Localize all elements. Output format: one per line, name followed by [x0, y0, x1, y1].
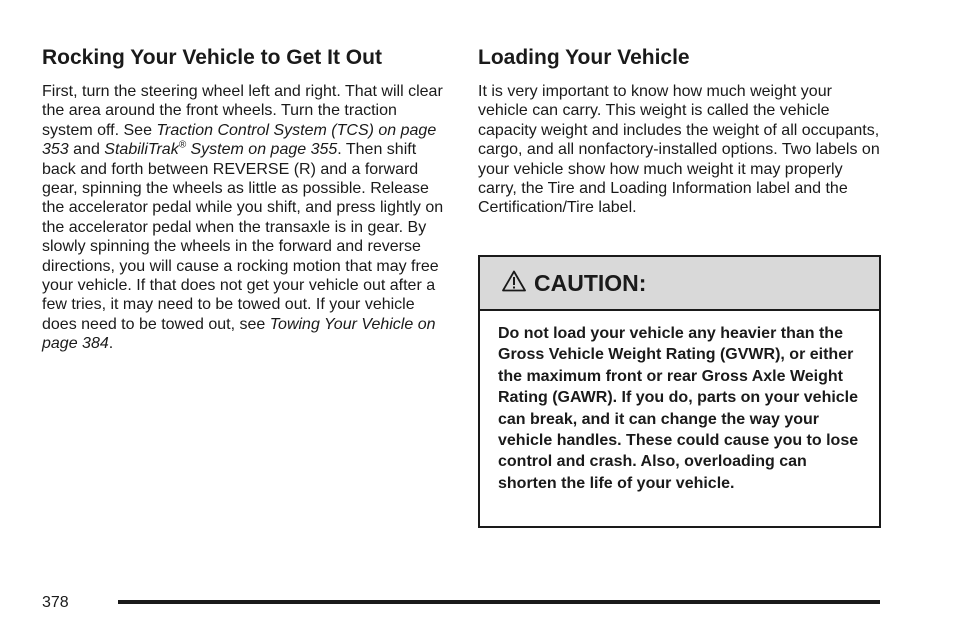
caution-title: CAUTION: [534, 269, 647, 296]
warning-triangle-icon [502, 270, 526, 297]
rocking-text-1: First, turn the steering wheel left and right. That will clear the area around the front wheels. Turn the traction system off. See [42, 83, 443, 139]
registered-mark: ® [178, 139, 187, 151]
and-text: and [68, 141, 105, 159]
section-heading-rocking: Rocking Your Vehicle to Get It Out [42, 46, 382, 69]
rocking-paragraph [42, 82, 447, 354]
caution-header [480, 257, 879, 311]
section-heading-loading: Loading Your Vehicle [478, 46, 690, 69]
stabilitrak-page: System on page 355 [186, 141, 338, 159]
footer-rule [118, 600, 880, 604]
left-column [42, 44, 447, 354]
period: . [108, 335, 114, 353]
rocking-text-2: . Then shift back and forth between REVERSE (R) and a forward gear, spinning the wheels as little as possible. Release the accelerator pedal while you shift, and press lightly on the accelerator pedal when the transaxle is in gear. By slowly spinning the wheels in the forward and reverse directions, you will cause a rocking motion that may free your vehicle. If that does not get your vehicle out after a few tries, it may need to be towed out. If your vehicle does need to be towed out, see [42, 141, 444, 333]
stabilitrak-link[interactable] [104, 141, 337, 158]
traction-control-link[interactable]: Traction Control System (TCS) on page 353 [42, 121, 437, 159]
towing-link[interactable]: Towing Your Vehicle on page 384 [42, 315, 436, 353]
stabilitrak-name: StabiliTrak [104, 141, 179, 159]
caution-text: Do not load your vehicle any heavier than the Gross Vehicle Weight Rating (GVWR), or either the maximum front or rear Gross Axle Weight Rating (GAWR). If you do, parts on your vehicle can break, and it can change the way your vehicle handles. These could cause you to lose control and crash. Also, overloading can shorten the life of your vehicle. [498, 325, 859, 492]
right-column [478, 44, 880, 218]
caution-box [478, 255, 881, 528]
loading-paragraph: It is very important to know how much weight your vehicle can carry. This weight is called the vehicle capacity weight and includes the weight of all occupants, cargo, and all nonfactory-installed options. Two labels on your vehicle show how much weight it may properly carry, the Tire and Loading Information label and the Certification/Tire label. [478, 83, 880, 217]
page-number: 378 [42, 594, 69, 611]
